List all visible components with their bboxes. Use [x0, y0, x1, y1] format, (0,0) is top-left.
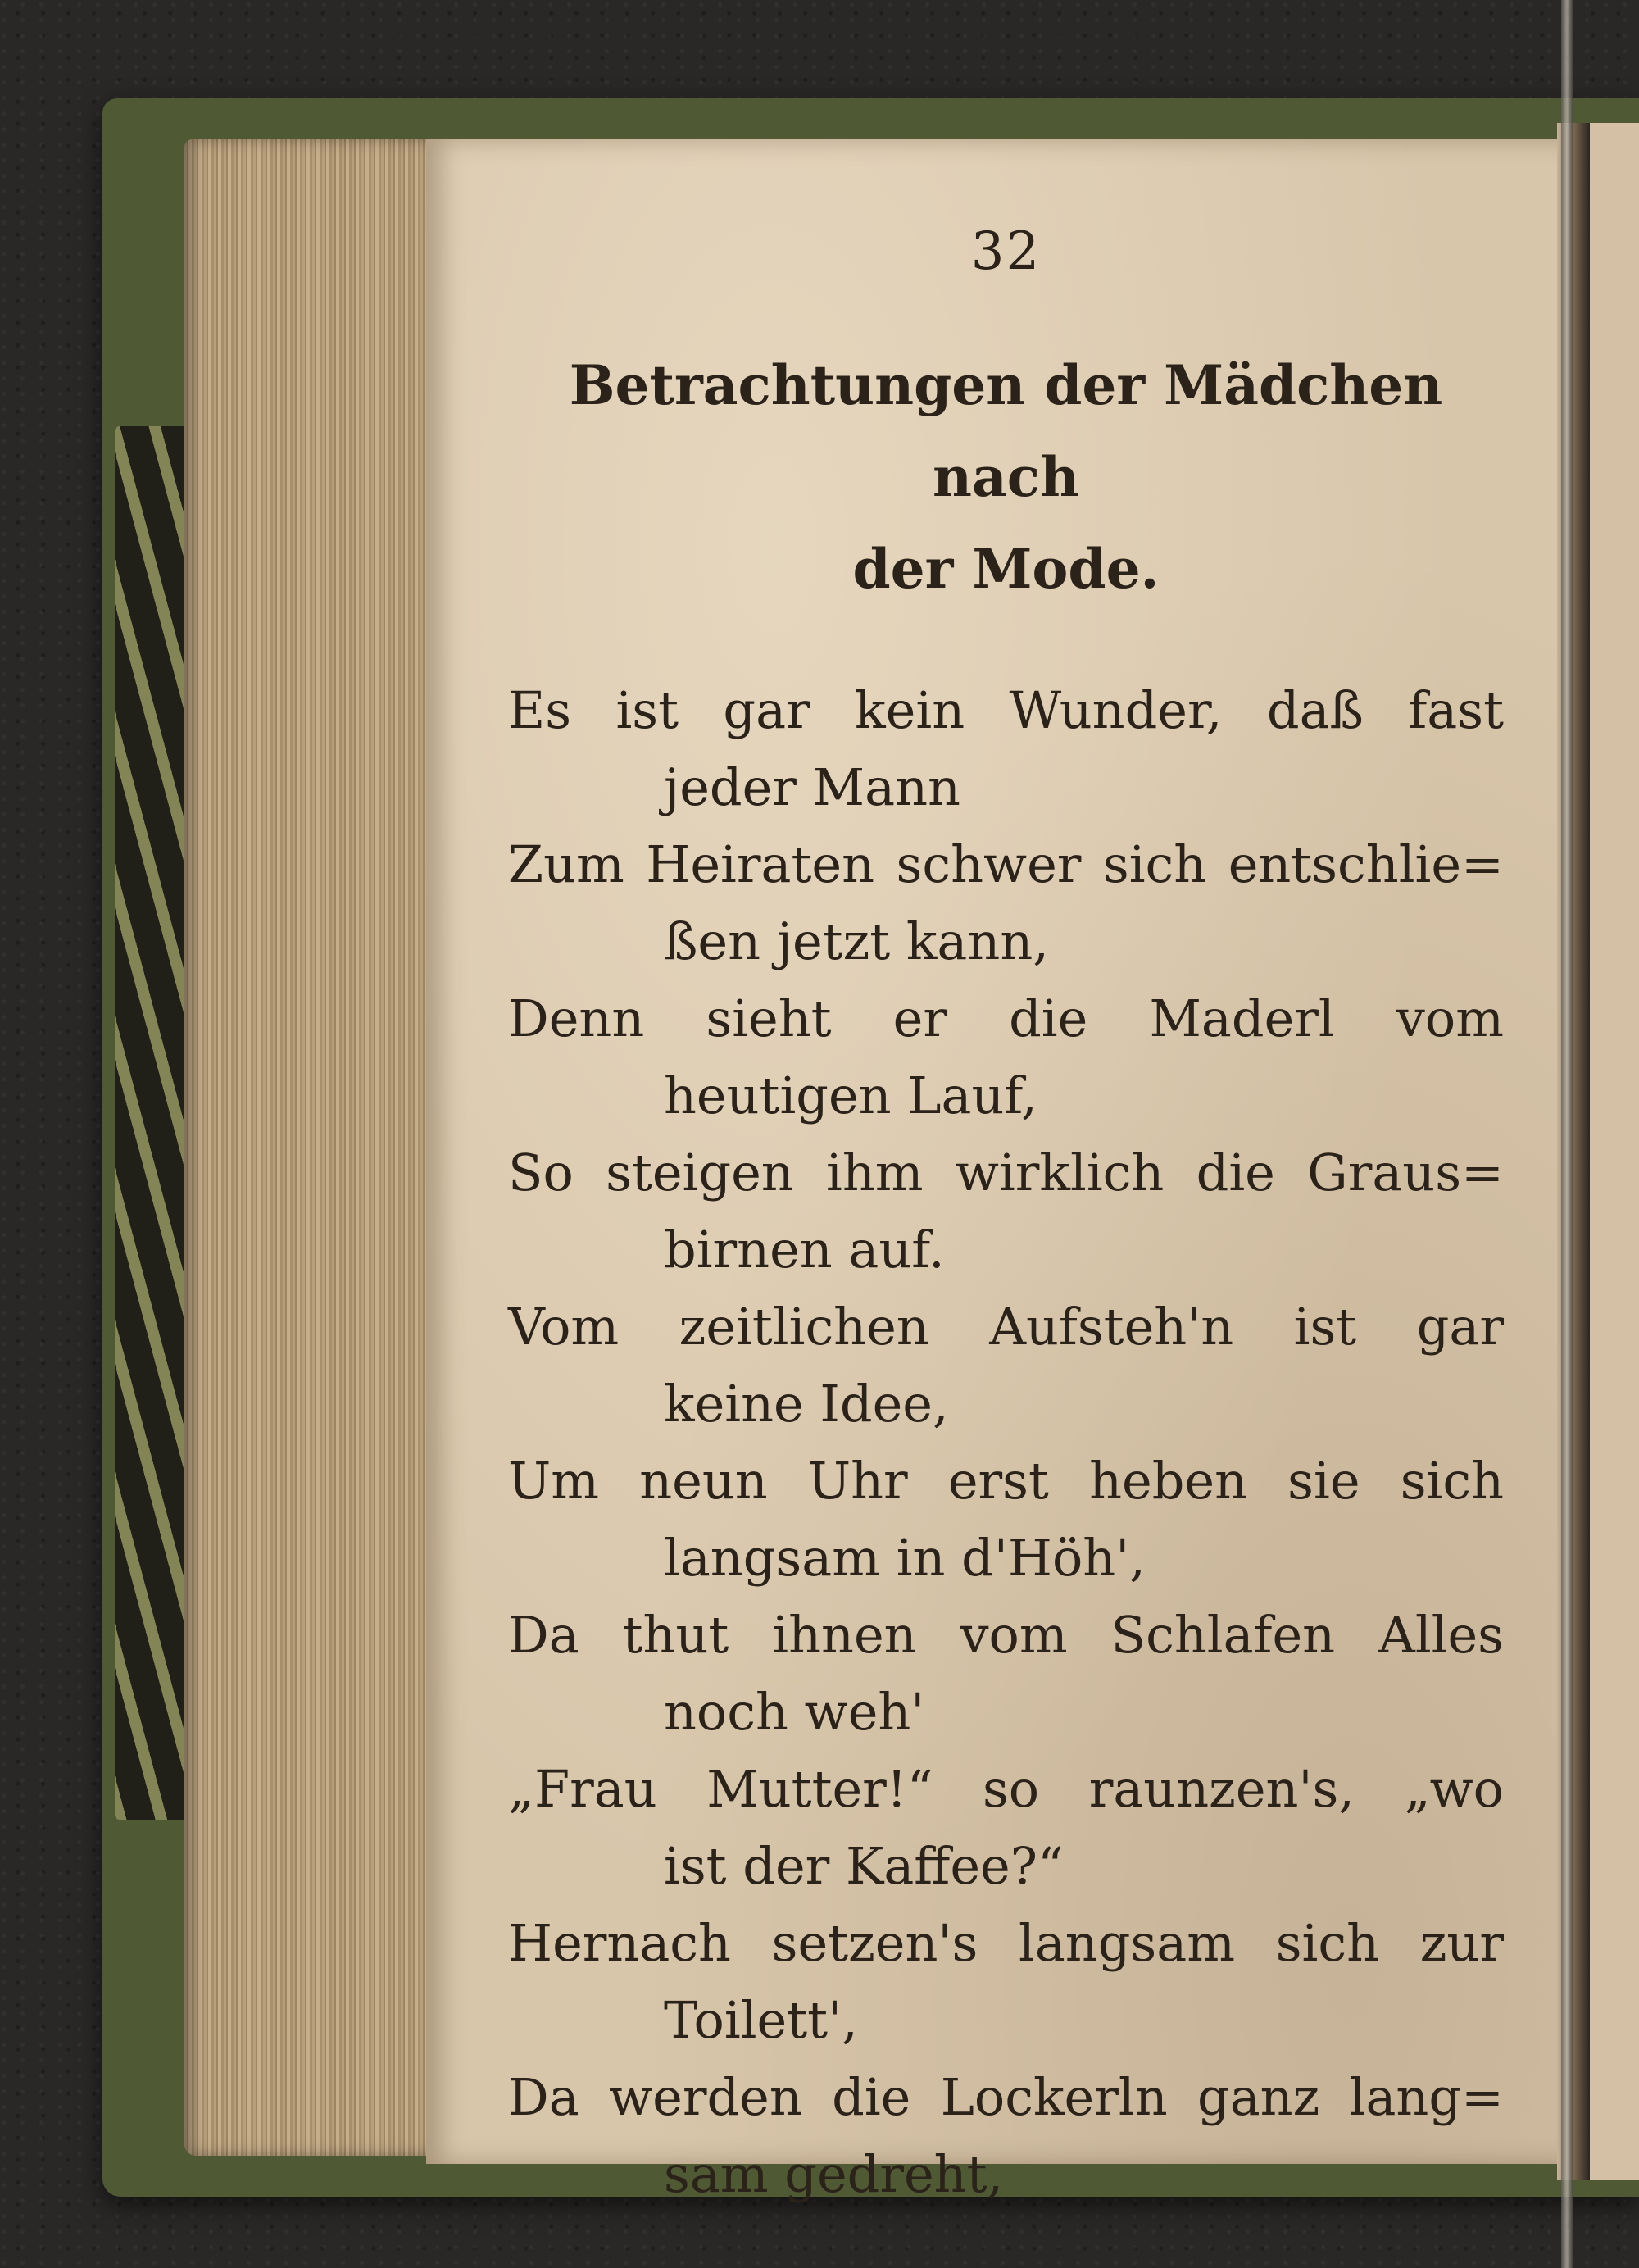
poem-line: Da thut ihnen vom Schlafen Alles [508, 1605, 1504, 1665]
page-block-edge [184, 139, 467, 2156]
poem-line: Hernach setzen's langsam sich zur [508, 1913, 1504, 1973]
poem-line: Zum Heiraten schwer sich entschlie= [508, 834, 1504, 894]
poem-line: Es ist gar kein Wunder, daß fast [508, 680, 1504, 740]
page-text [508, 221, 1504, 2213]
poem-title-line-2: der Mode. [852, 537, 1160, 601]
poem-line: langsam in d'Höh', [664, 1528, 1146, 1588]
poem-line: Da werden die Lockerln ganz lang= [508, 2067, 1504, 2127]
poem-line: Vom zeitlichen Aufsteh'n ist gar [508, 1297, 1504, 1357]
poem-line: „Frau Mutter!“ so raunzen's, „wo [508, 1759, 1504, 1819]
poem-line: keine Idee, [664, 1374, 949, 1434]
poem-line: jeder Mann [664, 757, 960, 817]
poem-line: So steigen ihm wirklich die Graus= [508, 1143, 1504, 1202]
poem-line: sam gedreht, [664, 2144, 1004, 2204]
glass-plate-edge [1561, 0, 1573, 2268]
facing-page-edge [1590, 123, 1639, 2180]
poem-line: ßen jetzt kann, [664, 911, 1049, 971]
poem-line: heutigen Lauf, [664, 1066, 1037, 1125]
poem-line: Toilett', [664, 1990, 858, 2050]
poem-line: Um neun Uhr erst heben sie sich [508, 1451, 1504, 1511]
page-number: 32 [970, 221, 1042, 282]
poem-line: Denn sieht er die Maderl vom [508, 989, 1504, 1048]
poem-line: birnen auf. [664, 1220, 945, 1279]
poem-line: noch weh' [664, 1682, 925, 1742]
poem-title-line-1: Betrachtungen der Mädchen nach [569, 353, 1443, 509]
poem-line: ist der Kaffee?“ [664, 1836, 1064, 1896]
poem-title [508, 339, 1504, 615]
